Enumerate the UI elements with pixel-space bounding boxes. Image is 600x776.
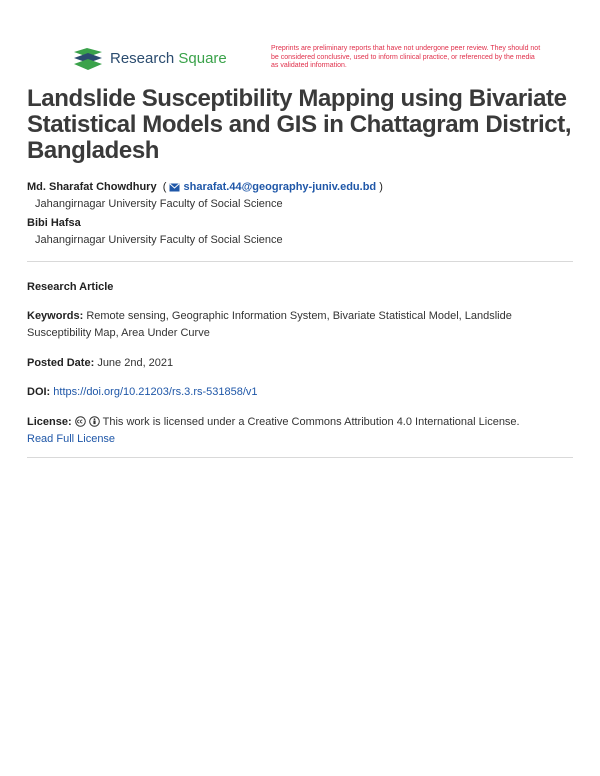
author-1-name: Md. Sharafat Chowdhury (27, 181, 157, 193)
author-1 (27, 180, 383, 194)
posted-date-label: Posted Date: (27, 357, 95, 369)
preprint-disclaimer: Preprints are preliminary reports that have not undergone peer review. They should not be considered conclusive, used to inform clinical practice, or referenced by the media as validated information. (271, 45, 541, 69)
license-label: License: (27, 416, 72, 428)
author-2-name: Bibi Hafsa (27, 217, 81, 229)
author-2-affiliation: Jahangirnagar University Faculty of Social Science (35, 234, 283, 246)
keywords (27, 308, 573, 342)
paper-title: Landslide Susceptibility Mapping using Bivariate Statistical Models and GIS in Chattagram District, Bangladesh (27, 85, 572, 164)
cc-icon (75, 416, 86, 427)
doi-link[interactable]: https://doi.org/10.21203/rs.3.rs-531858/v1 (53, 386, 258, 398)
article-type-label: Research Article (27, 281, 114, 293)
brand-logo[interactable] (74, 48, 227, 70)
brand-word-research: Research (110, 50, 175, 67)
research-square-logo-icon (74, 48, 102, 70)
doi (27, 384, 573, 401)
brand-name (110, 50, 227, 68)
keywords-label: Keywords: (27, 310, 84, 322)
doi-label: DOI: (27, 386, 51, 398)
author-1-paren-open: ( (162, 181, 167, 193)
author-1-paren-close: ) (379, 181, 383, 193)
by-icon (89, 416, 100, 427)
article-type (27, 279, 573, 296)
keywords-value: Remote sensing, Geographic Information System, Bivariate Statistical Model, Landslide Susceptibility Map, Area Under Curve (27, 310, 512, 339)
envelope-icon (169, 183, 180, 192)
read-full-license-link[interactable]: Read Full License (27, 433, 116, 445)
author-1-email-link[interactable]: sharafat.44@geography-juniv.edu.bd (183, 181, 377, 193)
divider-bottom (27, 457, 573, 458)
posted-date (27, 355, 573, 372)
divider-top (27, 261, 573, 262)
license (27, 414, 573, 448)
author-1-affiliation: Jahangirnagar University Faculty of Social Science (35, 198, 283, 210)
author-2 (27, 216, 81, 230)
brand-word-square: Square (178, 50, 227, 67)
license-text: This work is licensed under a Creative Commons Attribution 4.0 International License. (102, 416, 520, 428)
posted-date-value: June 2nd, 2021 (97, 357, 174, 369)
